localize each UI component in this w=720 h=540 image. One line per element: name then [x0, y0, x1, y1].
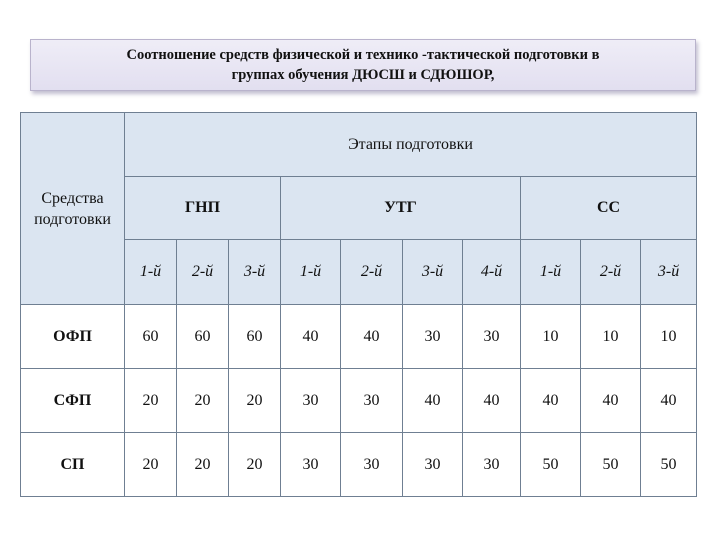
table-cell: 40: [341, 305, 403, 369]
stages-header: Этапы подготовки: [125, 113, 697, 177]
title-line-1: Соотношение средств физической и технико -тактической подготовки в: [126, 47, 600, 63]
row-label-sfp: СФП: [21, 369, 125, 433]
year-header: 4-й: [463, 240, 521, 305]
table-cell: 40: [641, 369, 697, 433]
year-header: 1-й: [521, 240, 581, 305]
year-header: 2-й: [341, 240, 403, 305]
table-cell: 30: [341, 433, 403, 497]
year-header: 2-й: [177, 240, 229, 305]
table-cell: 40: [403, 369, 463, 433]
table-cell: 20: [229, 369, 281, 433]
training-ratio-table: [20, 112, 697, 497]
group-header-gnp: ГНП: [125, 177, 281, 240]
table-cell: 30: [281, 433, 341, 497]
corner-header: Средства подготовки: [21, 113, 125, 305]
table-cell: 30: [463, 433, 521, 497]
table-cell: 40: [281, 305, 341, 369]
year-header: 3-й: [641, 240, 697, 305]
table-cell: 10: [521, 305, 581, 369]
row-label-sp: СП: [21, 433, 125, 497]
table-cell: 60: [177, 305, 229, 369]
table-row: [21, 433, 697, 497]
table-cell: 30: [403, 305, 463, 369]
table-cell: 20: [125, 369, 177, 433]
group-header-utg: УТГ: [281, 177, 521, 240]
table-cell: 30: [403, 433, 463, 497]
year-header: 3-й: [229, 240, 281, 305]
year-header: 1-й: [125, 240, 177, 305]
table-cell: 60: [125, 305, 177, 369]
table-row: [21, 305, 697, 369]
row-label-ofp: ОФП: [21, 305, 125, 369]
table-cell: 20: [125, 433, 177, 497]
table-cell: 20: [177, 433, 229, 497]
table-row: [21, 369, 697, 433]
table-cell: 10: [581, 305, 641, 369]
table-cell: 40: [521, 369, 581, 433]
table-cell: 10: [641, 305, 697, 369]
year-header: 1-й: [281, 240, 341, 305]
table-cell: 50: [641, 433, 697, 497]
table-cell: 50: [581, 433, 641, 497]
table-cell: 40: [581, 369, 641, 433]
year-header: 3-й: [403, 240, 463, 305]
table-cell: 40: [463, 369, 521, 433]
table-cell: 30: [341, 369, 403, 433]
table-cell: 60: [229, 305, 281, 369]
table-cell: 20: [229, 433, 281, 497]
slide-title: [30, 39, 696, 91]
table-cell: 50: [521, 433, 581, 497]
title-line-2: группах обучения ДЮСШ и СДЮШОР,: [231, 67, 495, 83]
table-cell: 20: [177, 369, 229, 433]
table-cell: 30: [281, 369, 341, 433]
year-header: 2-й: [581, 240, 641, 305]
group-header-ss: СС: [521, 177, 697, 240]
table-cell: 30: [463, 305, 521, 369]
